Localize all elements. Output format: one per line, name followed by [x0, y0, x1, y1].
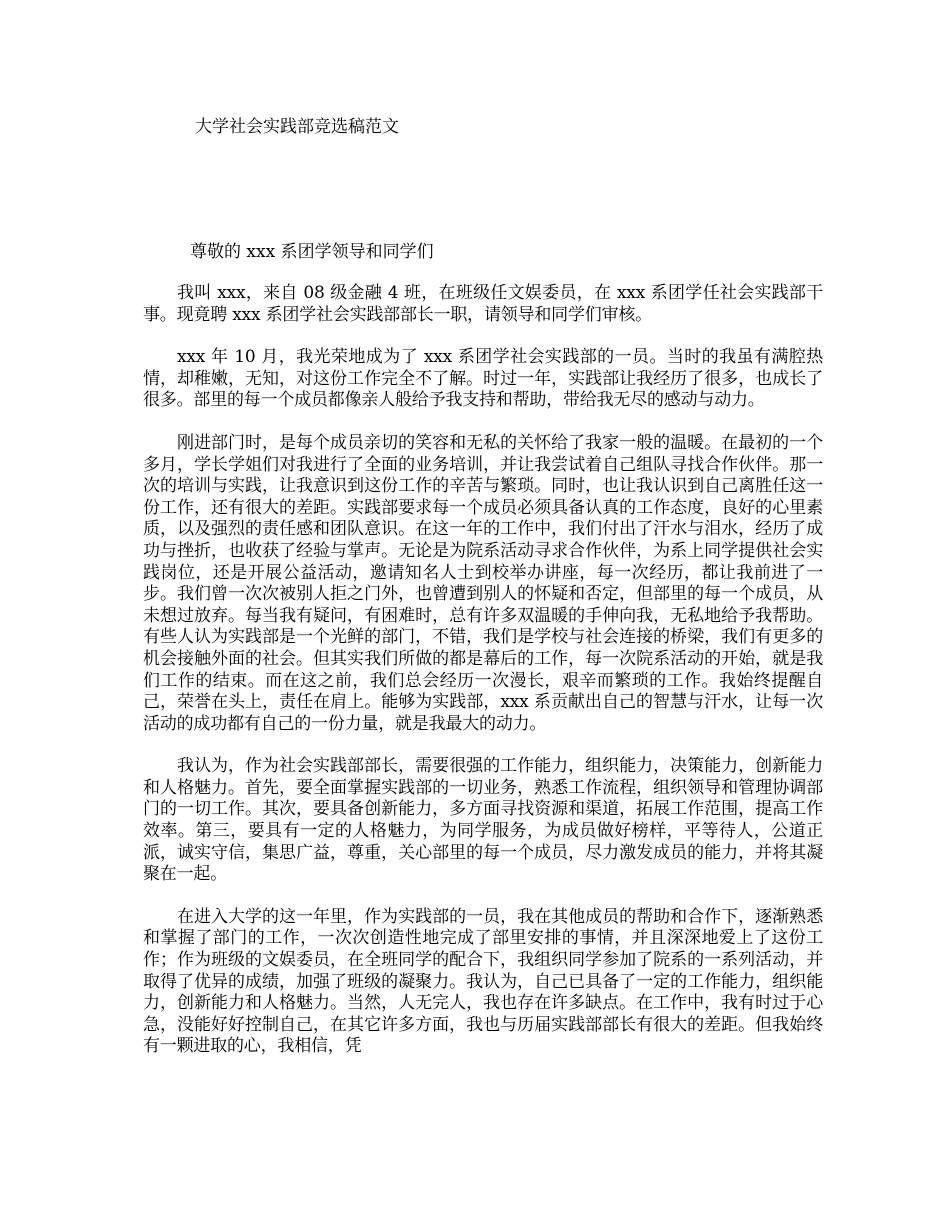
paragraph-1: 我叫 xxx，来自 08 级金融 4 班，在班级任文娱委员，在 xxx 系团学任社会实践部干事。现竟聘 xxx 系团学社会实践部部长一职，请领导和同学们审核。	[143, 283, 823, 325]
salutation: 尊敬的 xxx 系团学领导和同学们	[190, 242, 434, 262]
paragraph-3: 刚进部门时，是每个成员亲切的笑容和无私的关怀给了我家一般的温暖。在最初的一个多月，学长学姐们对我进行了全面的业务培训，并让我尝试着自己组队寻找合作伙伴。那一次的培训与实践，让我意识到这份工作的辛苦与繁琐。同时，也让我认识到自己离胜任这一份工作，还有很大的差距。实践部要求每一个成员必须具备认真的工作态度，良好的心里素质，以及强烈的责任感和团队意识。在这一年的工作中，我们付出了汗水与泪水，经历了成功与挫折，也收获了经验与掌声。无论是为院系活动寻求合作伙伴，为系上同学提供社会实践岗位，还是开展公益活动，邀请知名人士到校举办讲座，每一次经历，都让我前进了一步。我们曾一次次被别人拒之门外，也曾遭到别人的怀疑和否定，但部里的每一个成员，从未想过放弃。每当我有疑问，有困难时，总有许多双温暖的手伸向我，无私地给予我帮助。有些人认为实践部是一个光鲜的部门，不错，我们是学校与社会连接的桥梁，我们有更多的机会接触外面的社会。但其实我们所做的都是幕后的工作，每一次院系活动的开始，就是我们工作的结束。而在这之前，我们总会经历一次漫长，艰辛而繁琐的工作。我始终提醒自己，荣誉在头上，责任在肩上。能够为实践部，xxx 系贡献出自己的智慧与汗水，让每一次活动的成功都有自己的一份力量，就是我最大的动力。	[143, 432, 823, 734]
paragraph-4: 我认为，作为社会实践部部长，需要很强的工作能力，组织能力，决策能力，创新能力和人格魅力。首先，要全面掌握实践部的一切业务，熟悉工作流程，组织领导和管理协调部门的一切工作。其次，要具备创新能力，多方面寻找资源和渠道，拓展工作范围，提高工作效率。第三，要具有一定的人格魅力，为同学服务，为成员做好榜样，平等待人，公道正派，诚实守信，集思广益，尊重，关心部里的每一个成员，尽力激发成员的能力，并将其凝聚在一起。	[143, 756, 823, 885]
document-body	[143, 283, 823, 1079]
paragraph-5: 在进入大学的这一年里，作为实践部的一员，我在其他成员的帮助和合作下，逐渐熟悉和掌握了部门的工作，一次次创造性地完成了部里安排的事情，并且深深地爱上了这份工作；作为班级的文娱委员，在全班同学的配合下，我组织同学参加了院系的一系列活动，并取得了优异的成绩，加强了班级的凝聚力。我认为，自己已具备了一定的工作能力，组织能力，创新能力和人格魅力。当然，人无完人，我也存在许多缺点。在工作中，我有时过于心急，没能好好控制自己，在其它许多方面，我也与历届实践部部长有很大的差距。但我始终有一颗进取的心，我相信，凭	[143, 906, 823, 1057]
document-title: 大学社会实践部竞选稿范文	[195, 117, 399, 137]
paragraph-2: xxx 年 10 月，我光荣地成为了 xxx 系团学社会实践部的一员。当时的我虽有满腔热情，却稚嫩，无知，对这份工作完全不了解。时过一年，实践部让我经历了很多，也成长了很多。部里的每一个成员都像亲人般给予我支持和帮助，带给我无尽的感动与动力。	[143, 347, 823, 411]
